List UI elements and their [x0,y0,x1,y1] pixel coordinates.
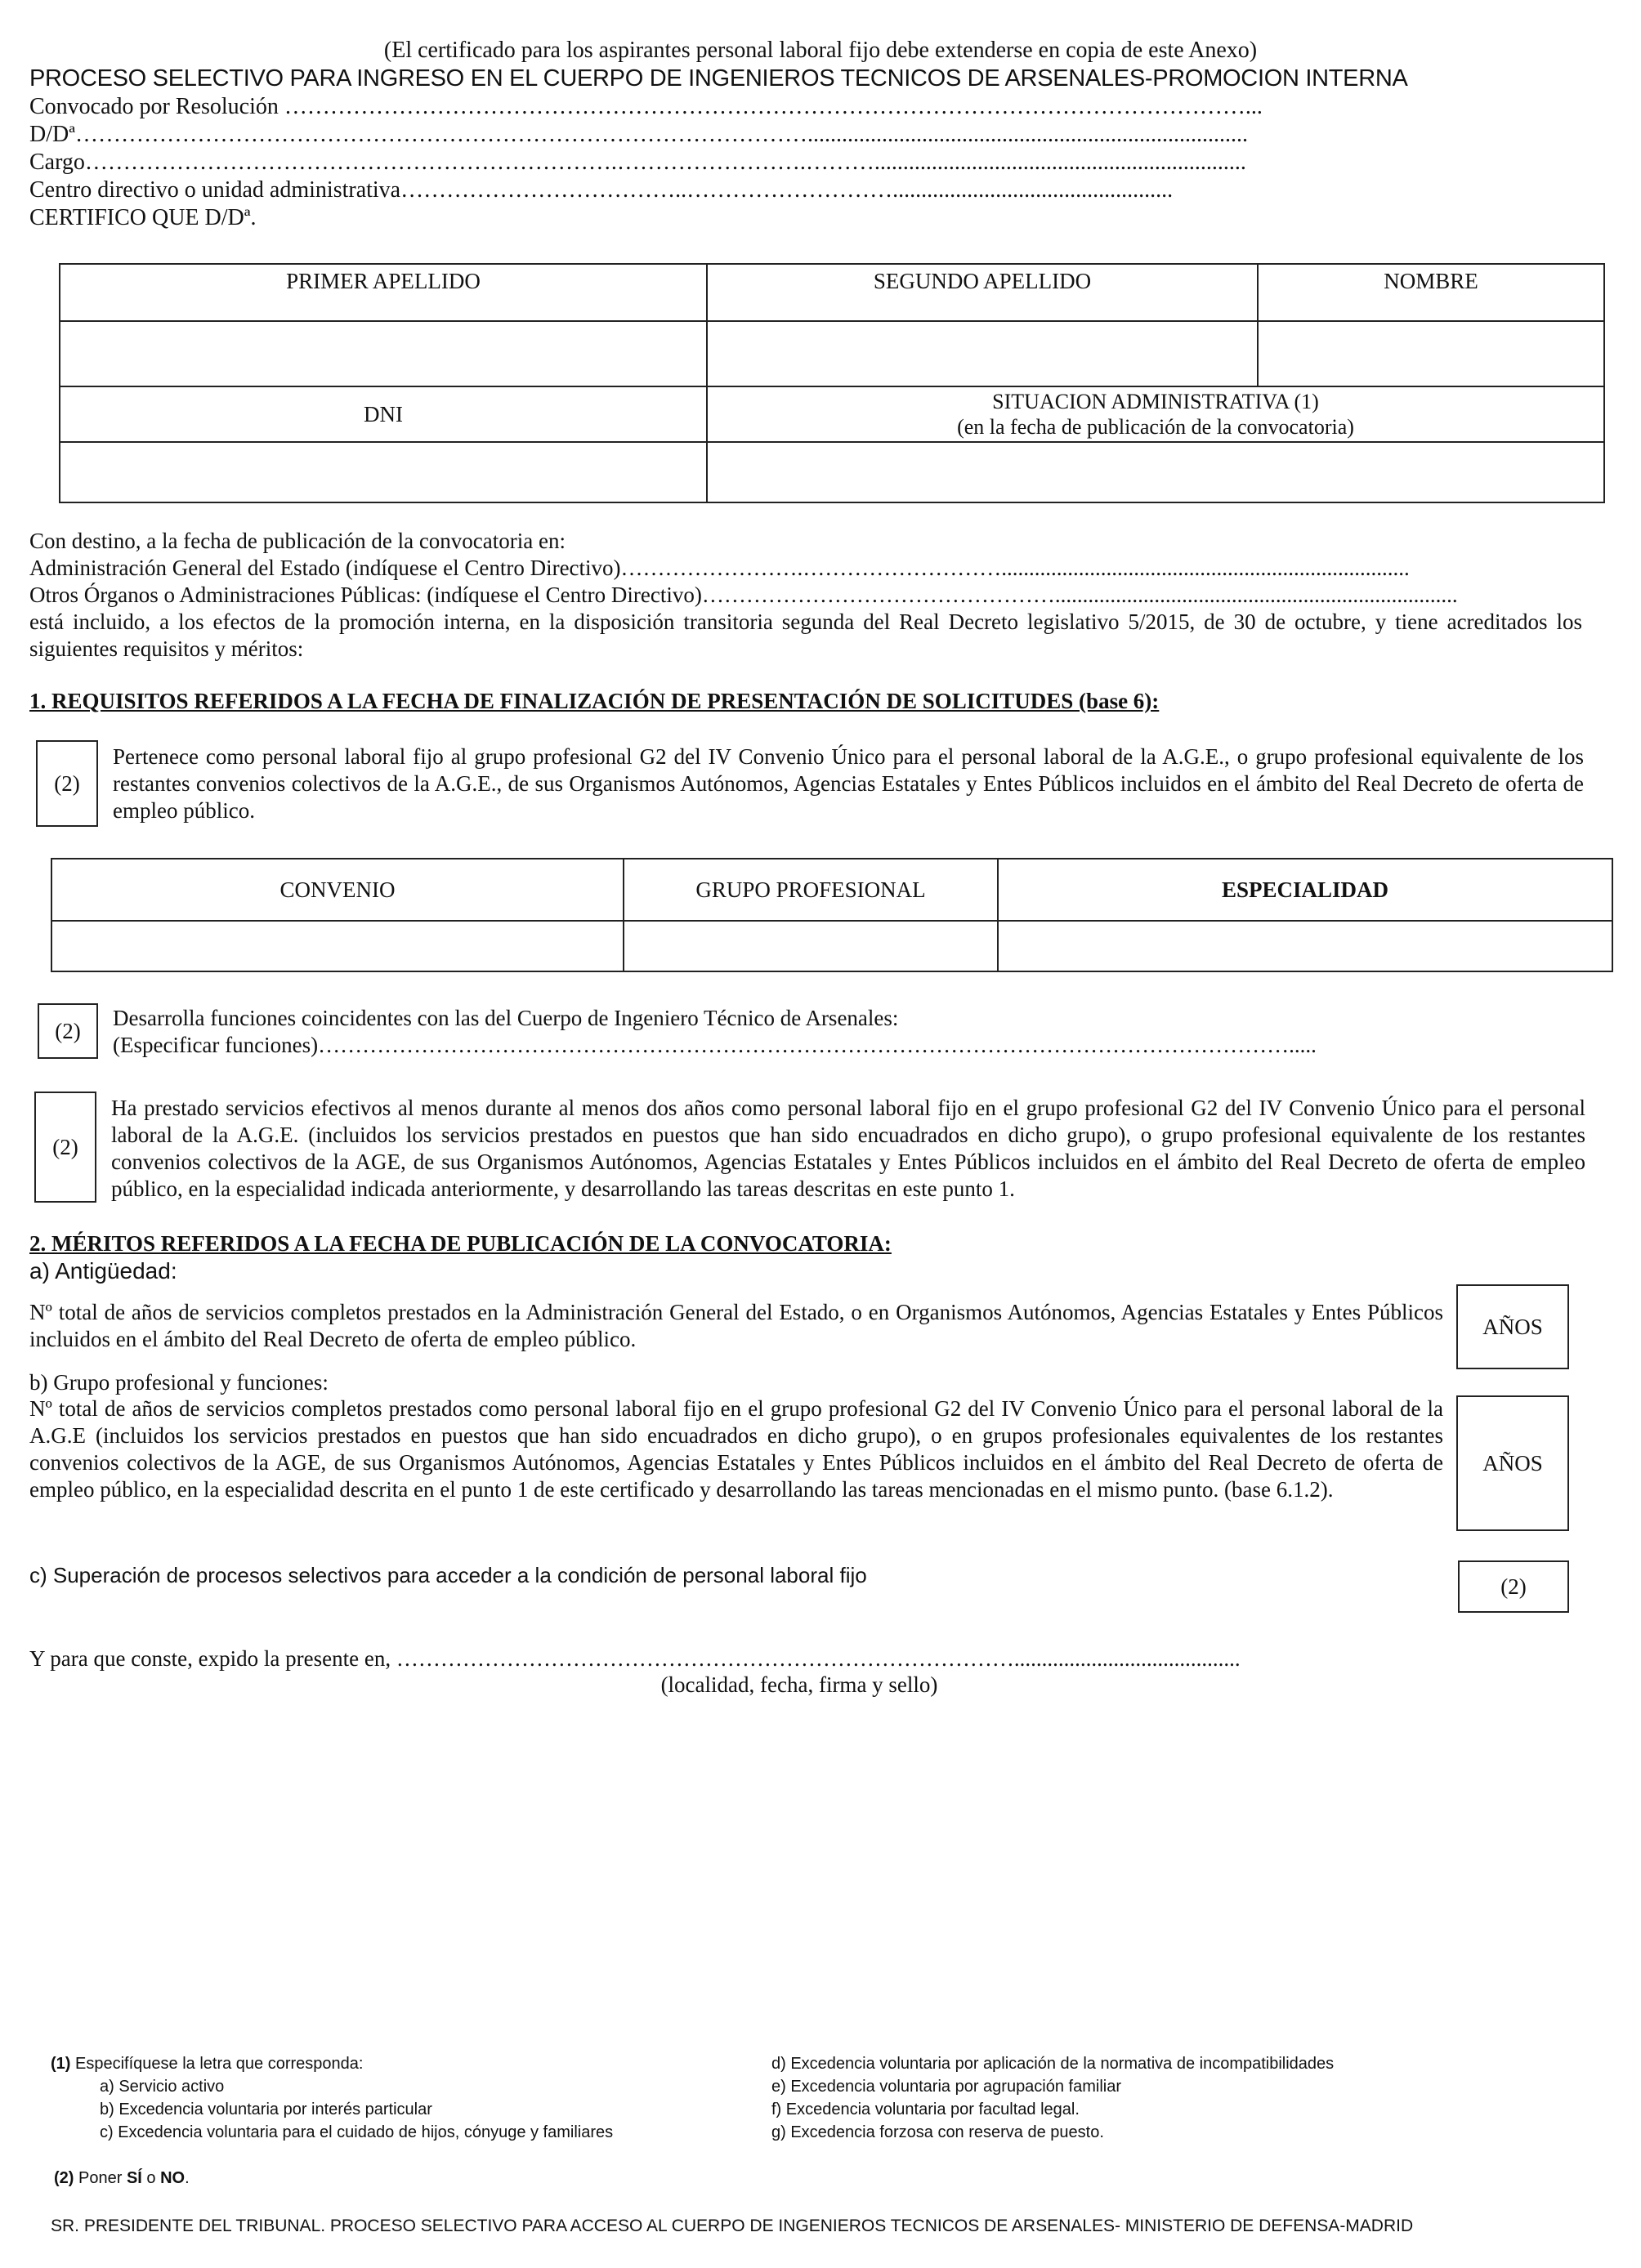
footnote-2-end: . [185,2169,190,2187]
antiguedad-label: a) Antigüedad: [29,1258,177,1284]
identity-table [59,263,1605,503]
footnote-option-b: b) Excedencia voluntaria por interés particular [100,2101,432,2118]
dni-field[interactable] [60,442,707,502]
grupo-profesional-header: GRUPO PROFESIONAL [624,859,998,921]
especialidad-header: ESPECIALIDAD [998,859,1612,921]
grupo-funciones-anos-box[interactable] [1456,1395,1569,1531]
destino-intro: Con destino, a la fecha de publicación de la convocatoria en: [29,529,566,553]
section1-heading: 1. REQUISITOS REFERIDOS A LA FECHA DE FINALIZACIÓN DE PRESENTACIÓN DE SOLICITUDES (base 6): [29,689,1160,713]
segundo-apellido-header: SEGUNDO APELLIDO [707,264,1258,321]
situacion-title: SITUACION ADMINISTRATIVA (1) [992,390,1319,413]
convenio-header: CONVENIO [51,859,624,921]
footnote-1-title: Especifíquese la letra que corresponda: [70,2055,364,2073]
destino-incluido: está incluido, a los efectos de la promoción interna, en la disposición transitoria segunda del Real Decreto legislativo 5/2015, de 30 de octubre, y tiene acreditados los siguientes requisitos y méritos: [29,609,1582,661]
antiguedad-anos-box[interactable] [1456,1284,1569,1369]
dni-header: DNI [60,386,707,442]
situacion-field[interactable] [707,442,1604,502]
req3-text: Ha prestado servicios efectivos al menos durante al menos dos años como personal laboral fijo en el grupo profesional G2 del IV Convenio Único para el personal laboral de la A.G.E. (incluidos los servicios prestados en puestos que han sido encuadrados en dicho grupo), o grupo profesional equivalente de los restantes convenios colectivos de la AGE, de sus Organismos Autónomos, Agencias Estatales y Entes Públicos incluidos en el ámbito del Real Decreto de oferta de empleo público, en la especialidad indicada anteriormente, y desarrollando las tareas descritas en este punto 1. [111,1096,1585,1201]
expido-subtitle: (localidad, fecha, firma y sello) [660,1672,938,1697]
footnote-2-o: o [141,2169,161,2187]
destino-age: Administración General del Estado (indíquese el Centro Directivo)…………………….……………………….......................................................................... [29,556,1410,580]
footnote-1-heading [51,2052,613,2075]
footnote-option-a: a) Servicio activo [100,2078,225,2096]
primer-apellido-header: PRIMER APELLIDO [60,264,707,321]
centro-line: Centro directivo o unidad administrativa………………………………..………………………................................................. [29,177,1174,203]
grupo-funciones-anos-label: AÑOS [1482,1450,1543,1476]
antiguedad-anos-label: AÑOS [1482,1314,1543,1339]
req2-box-label: (2) [55,1018,81,1043]
footnote-1-left [51,2052,613,2144]
req2-text: Desarrolla funciones coincidentes con las del Cuerpo de Ingeniero Técnico de Arsenales: [113,1006,899,1030]
convocado-line: Convocado por Resolución ………………………………………………………………………………………………………………... [29,94,1263,119]
destino-otros: Otros Órganos o Administraciones Públicas: (indíquese el Centro Directivo)…………………………………………......................................................................... [29,583,1458,607]
certifico-line: CERTIFICO QUE D/Dª. [29,205,257,230]
superacion-box-label: (2) [1500,1574,1527,1599]
footnote-option-f: f) Excedencia voluntaria por facultad legal. [771,2101,1080,2118]
nombre-header: NOMBRE [1258,264,1604,321]
addressee-footer: SR. PRESIDENTE DEL TRIBUNAL. PROCESO SELECTIVO PARA ACCESO AL CUERPO DE INGENIEROS TECNICOS DE ARSENALES- MINISTERIO DE DEFENSA-MADRID [51,2217,1414,2235]
grupo-profesional-field[interactable] [624,921,998,971]
req3-box-label: (2) [52,1134,78,1159]
situacion-subtitle: (en la fecha de publicación de la convocatoria) [957,415,1354,439]
footnote-2-text: Poner [74,2169,127,2187]
req2-box[interactable] [38,1003,98,1059]
situacion-header [707,386,1604,442]
req3-box[interactable] [34,1092,96,1203]
footnote-option-g: g) Excedencia forzosa con reserva de puesto. [771,2123,1104,2141]
cargo-line: Cargo…………………………………………………………….…………………….………................................................................. [29,150,1246,175]
convenio-field[interactable] [51,921,624,971]
grupo-funciones-text: Nº total de años de servicios completos prestados como personal laboral fijo en el grupo profesional G2 del IV Convenio Único para el personal laboral de la A.G.E (incluidos los servicios prestados en puestos que han sido encuadrados en dicho grupo), o en grupos profesionales equivalentes de los restantes convenios colectivos de la AGE, de sus Organismos Autónomos, Agencias Estatales y Entes Públicos incluidos en el ámbito del Real Decreto de oferta de empleo público, en la especialidad descrita en el punto 1 de este certificado y desarrollando las tareas mencionadas en el mismo punto. (base 6.1.2). [29,1396,1443,1502]
primer-apellido-field[interactable] [60,321,707,386]
nombre-field[interactable] [1258,321,1604,386]
superacion-box[interactable] [1458,1560,1569,1613]
header-note: (El certificado para los aspirantes personal laboral fijo debe extenderse en copia de este Anexo) [383,38,1258,63]
segundo-apellido-field[interactable] [707,321,1258,386]
footnote-option-c: c) Excedencia voluntaria para el cuidado de hijos, cónyuge y familiares [100,2123,614,2141]
footnote-2-no: NO [160,2169,186,2187]
footnote-2 [54,2167,190,2190]
footnote-option-d: d) Excedencia voluntaria por aplicación de la normativa de incompatibilidades [771,2055,1335,2073]
expido-line: Y para que conste, expido la presente en, …………………………………………………………………………......................................... [29,1646,1241,1671]
especialidad-field[interactable] [998,921,1612,971]
footnote-option-e: e) Excedencia voluntaria por agrupación familiar [771,2078,1122,2096]
req1-box-label: (2) [54,770,80,796]
req2-funciones: (Especificar funciones)……………………………………………………………………………………………………………………..... [113,1033,1317,1057]
section2-heading: 2. MÉRITOS REFERIDOS A LA FECHA DE PUBLICACIÓN DE LA CONVOCATORIA: [29,1231,892,1256]
footnote-1-number: (1) [51,2055,71,2073]
footnote-1-right [771,2052,1334,2144]
req1-box[interactable] [36,740,98,827]
req1-text: Pertenece como personal laboral fijo al grupo profesional G2 del IV Convenio Único para el personal laboral de la A.G.E., o grupo profesional equivalente de los restantes convenios colectivos de la A.G.E., de sus Organismos Autónomos, Agencias Estatales y Entes Públicos incluidos en el ámbito del Real Decreto de oferta de empleo público. [113,744,1584,823]
footnote-2-number: (2) [54,2169,74,2187]
footnote-2-si: SÍ [126,2169,142,2187]
process-title: PROCESO SELECTIVO PARA INGRESO EN EL CUERPO DE INGENIEROS TECNICOS DE ARSENALES-PROMOCION INTERNA [29,65,1408,92]
antiguedad-text: Nº total de años de servicios completos prestados en la Administración General del Estado, o en Organismos Autónomos, Agencias Estatales y Entes Públicos incluidos en el ámbito del Real Decreto de oferta de empleo público. [29,1300,1443,1351]
dd-line: D/Dª……………………………………………………………………………………............................................................................. [29,122,1248,147]
convenio-table [51,858,1613,972]
grupo-funciones-label: b) Grupo profesional y funciones: [29,1370,329,1395]
superacion-text: c) Superación de procesos selectivos para acceder a la condición de personal laboral fijo [29,1563,867,1587]
